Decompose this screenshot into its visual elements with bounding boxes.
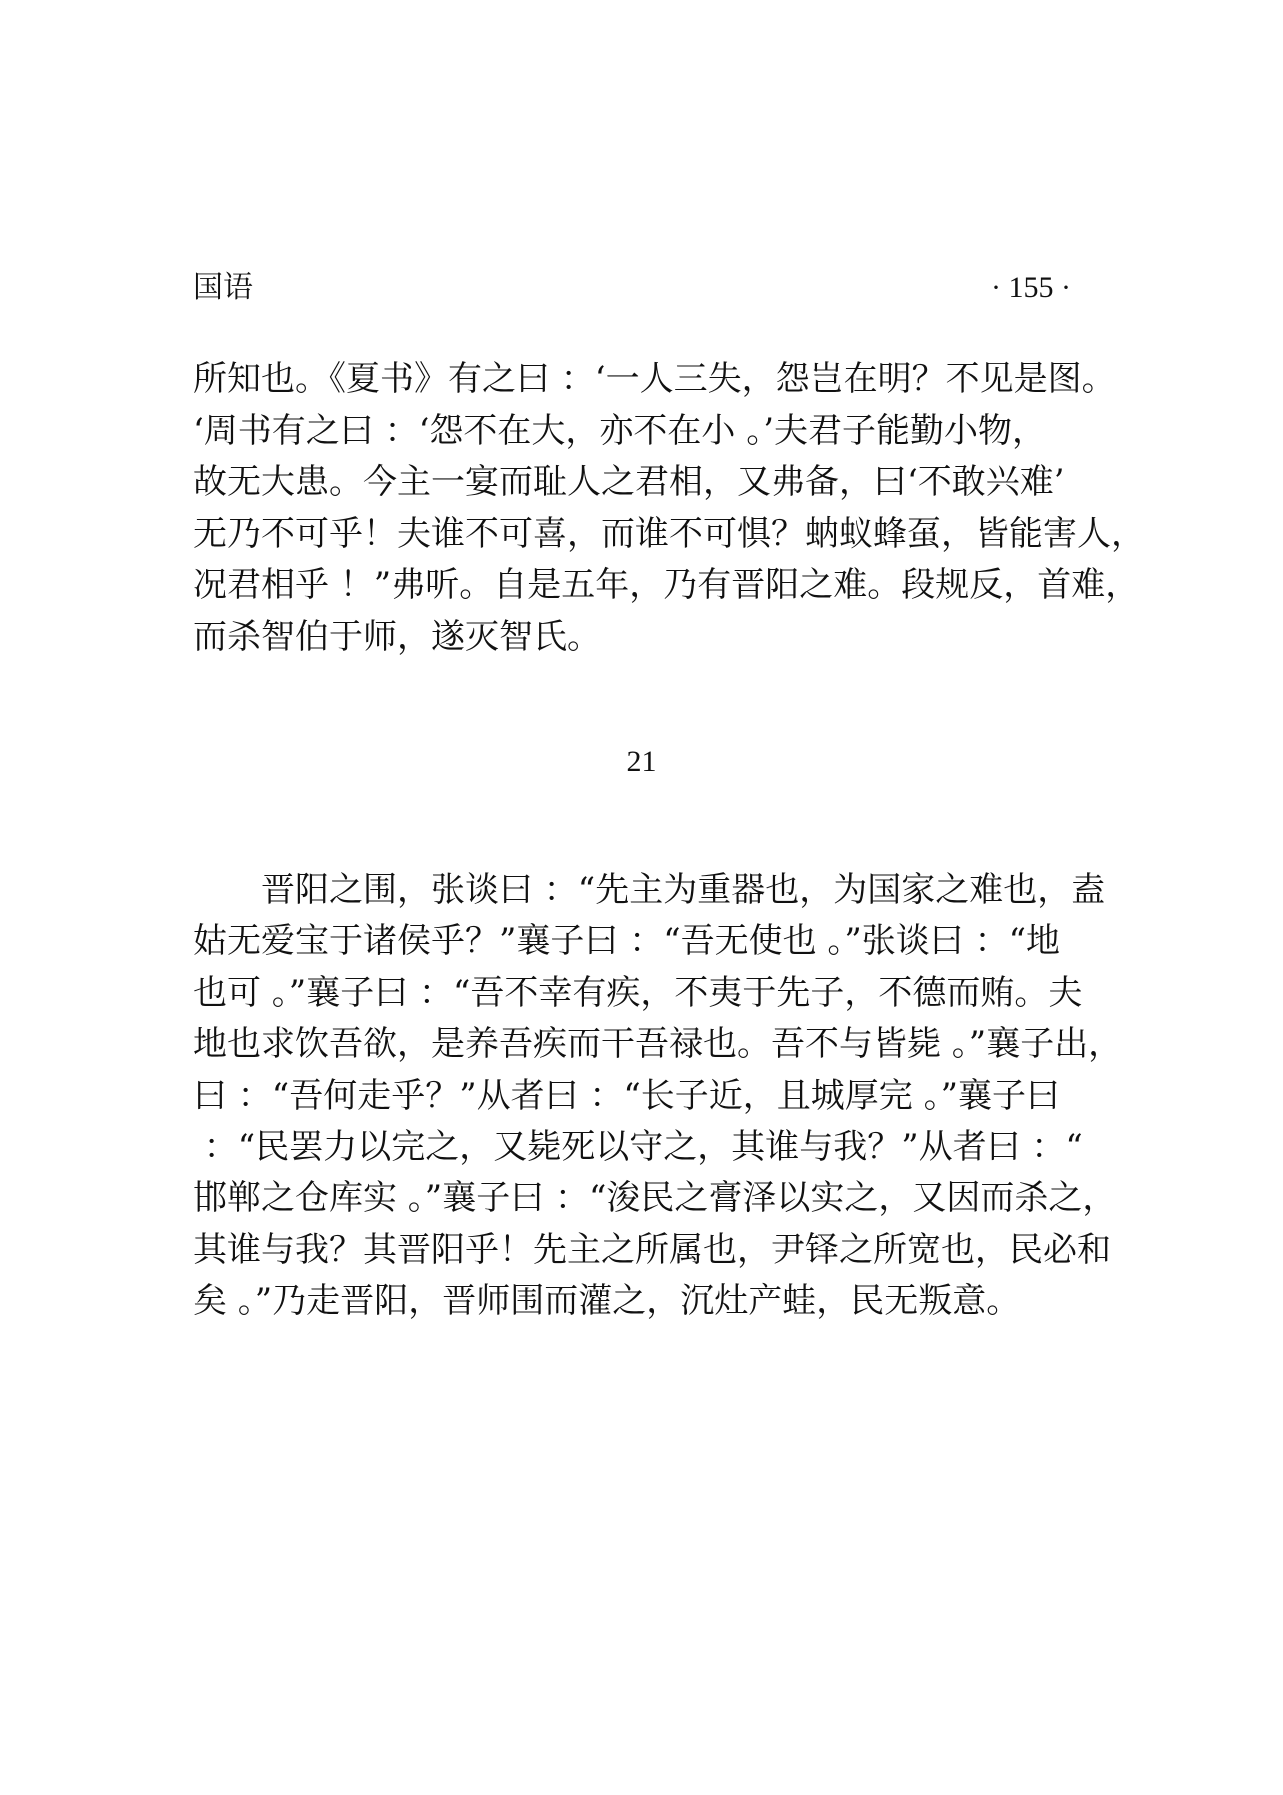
section-number: 21 — [626, 745, 657, 778]
page-number: · 155 · — [991, 271, 1071, 304]
text-line: 曰 ：“吾何走乎？”从者曰 ：“长子近，且城厚完 。”襄子曰 — [193, 1076, 1060, 1116]
text-line: 无乃不可乎！夫谁不可喜，而谁不可惧？蚋蚁蜂虿，皆能害人， — [193, 514, 1145, 554]
text-line: 故无大患。今主一宴而耻人之君相，又弗备，曰‘不敢兴难’ — [193, 462, 1065, 502]
text-line: 而杀智伯于师，遂灭智氏。 — [193, 617, 601, 657]
text-line: 晋阳之围，张谈曰 ：“先主为重器也，为国家之难也，盍 — [261, 870, 1106, 910]
text-line: 况君相乎 ！”弗听。自是五年，乃有晋阳之难。段规反，首难， — [193, 565, 1140, 605]
text-line: 也可 。”襄子曰 ：“吾不幸有疾，不夷于先子，不德而贿。夫 — [193, 973, 1083, 1013]
text-line: 矣 。”乃走晋阳，晋师围而灌之，沉灶产蛙，民无叛意。 — [193, 1281, 1021, 1321]
text-line: ：“民罢力以完之，又毙死以守之，其谁与我？”从者曰 ：“ — [193, 1127, 1083, 1167]
text-line: ‘周书有之曰 ：‘怨不在大，亦不在小 。’夫君子能勤小物， — [193, 411, 1047, 451]
running-header-title: 国语 — [193, 270, 253, 305]
text-line: 地也求饮吾欲，是养吾疾而干吾禄也。吾不与皆毙 。”襄子出， — [193, 1024, 1123, 1064]
text-line: 姑无爱宝于诸侯乎？”襄子曰 ：“吾无使也 。”张谈曰 ：“地 — [193, 921, 1060, 961]
text-line: 邯郸之仓库实 。”襄子曰 ：“浚民之膏泽以实之，又因而杀之， — [193, 1178, 1117, 1218]
text-line: 所知也。《夏书》有之曰 ：‘一人三失，怨岂在明？不见是图。 — [193, 359, 1116, 399]
text-line: 其谁与我？其晋阳乎！先主之所属也，尹铎之所宽也，民必和 — [193, 1230, 1111, 1270]
